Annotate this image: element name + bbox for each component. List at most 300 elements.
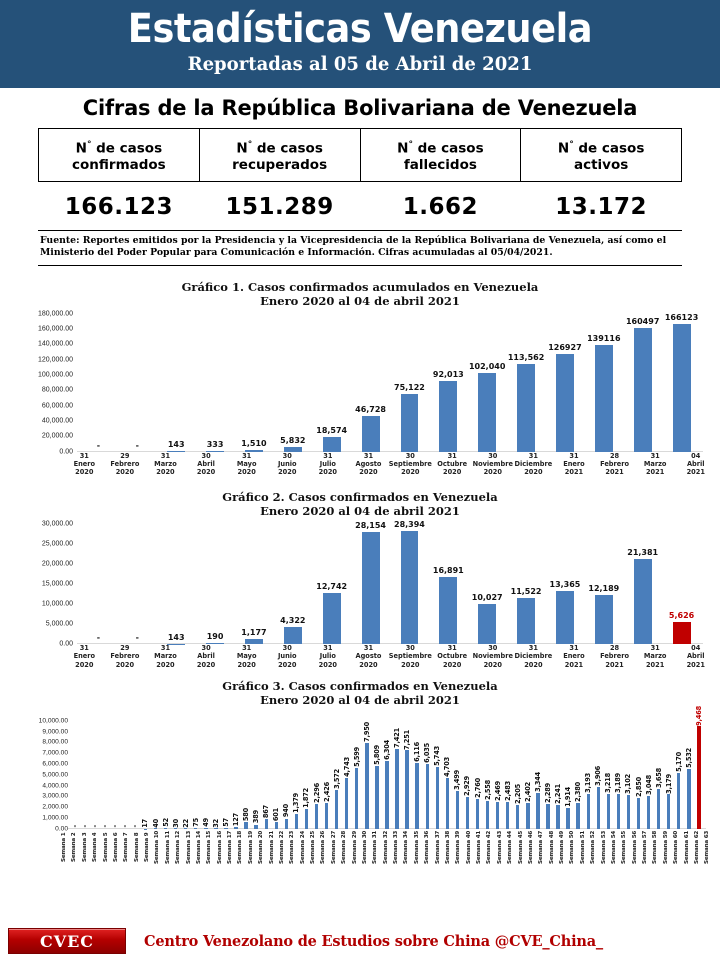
x-axis-label: 30 Noviembre 2020 xyxy=(472,644,513,669)
bar-column[interactable] xyxy=(351,314,390,452)
bar-column[interactable] xyxy=(593,721,603,829)
x-label-wrapper xyxy=(185,829,195,865)
bar-value-label: - xyxy=(121,825,130,828)
x-label-wrapper xyxy=(309,829,319,865)
bar-column[interactable] xyxy=(130,721,140,829)
bar-column[interactable] xyxy=(273,314,312,452)
bar[interactable] xyxy=(395,749,398,829)
bar-column[interactable] xyxy=(231,721,241,829)
x-axis-label: 30 Abril 2020 xyxy=(196,644,216,669)
bar[interactable] xyxy=(439,381,457,452)
bar[interactable] xyxy=(315,804,318,829)
bar-value-label: 1,872 xyxy=(302,787,311,808)
bar-column[interactable] xyxy=(235,524,274,644)
y-axis-tick: 40,000.00 xyxy=(41,417,73,425)
header-label-rest: de casos xyxy=(412,140,484,157)
bar-column[interactable] xyxy=(157,524,196,644)
bar[interactable] xyxy=(526,803,529,829)
bar-column[interactable] xyxy=(261,721,271,829)
x-label-wrapper xyxy=(205,829,215,865)
bar-column[interactable] xyxy=(507,314,546,452)
bar-column[interactable] xyxy=(483,721,493,829)
bar-value-label: 75,122 xyxy=(394,382,425,392)
x-axis-label: Semana 16 xyxy=(216,830,223,864)
bar[interactable] xyxy=(284,627,302,644)
bar-column[interactable] xyxy=(322,721,332,829)
y-axis-tick: 100,000.00 xyxy=(37,371,73,379)
bar-column[interactable] xyxy=(235,314,274,452)
bar[interactable] xyxy=(667,794,670,828)
x-axis-label: 31 Marzo 2020 xyxy=(154,451,177,476)
bar[interactable] xyxy=(536,793,539,829)
bar-column[interactable] xyxy=(623,721,633,829)
bar[interactable] xyxy=(265,819,268,828)
bar-column[interactable] xyxy=(634,721,644,829)
bar[interactable] xyxy=(323,593,341,644)
degree-icon: ° xyxy=(247,140,253,150)
bar[interactable] xyxy=(486,801,489,829)
table-value-row xyxy=(39,181,682,230)
x-axis-label: Semana 59 xyxy=(662,830,669,864)
bar-column[interactable] xyxy=(644,721,654,829)
bar-column[interactable] xyxy=(120,721,130,829)
page-title: Estadísticas Venezuela xyxy=(127,6,593,52)
bar-column[interactable] xyxy=(382,721,392,829)
bar[interactable] xyxy=(439,577,457,645)
bar-column[interactable] xyxy=(352,721,362,829)
x-label-wrapper xyxy=(81,829,91,865)
bar-column[interactable] xyxy=(468,524,507,644)
x-label-wrapper xyxy=(693,829,703,865)
x-axis-label: 31 Mayo 2020 xyxy=(236,451,257,476)
bar-value-label: 160497 xyxy=(625,317,660,327)
bar-column[interactable] xyxy=(654,721,664,829)
x-label-wrapper xyxy=(153,829,163,865)
bar[interactable] xyxy=(496,802,499,829)
bar-column[interactable] xyxy=(181,721,191,829)
bar[interactable] xyxy=(362,416,380,452)
bar-column[interactable] xyxy=(432,721,442,829)
bar-column[interactable] xyxy=(390,519,429,644)
bar-column[interactable] xyxy=(362,721,372,829)
x-label-wrapper xyxy=(600,829,610,865)
bar-column[interactable] xyxy=(196,314,235,452)
bar-column[interactable] xyxy=(662,524,701,644)
bar-column[interactable] xyxy=(623,314,662,452)
bar[interactable] xyxy=(365,743,368,829)
bar-column[interactable] xyxy=(429,314,468,452)
bar-column[interactable] xyxy=(140,721,150,829)
x-axis-label: Semana 18 xyxy=(237,830,244,864)
bar[interactable] xyxy=(607,794,610,829)
bar-column[interactable] xyxy=(603,721,613,829)
x-axis-label: 30 Septiembre 2020 xyxy=(388,451,432,476)
bar-column[interactable] xyxy=(412,721,422,829)
x-label-wrapper xyxy=(288,829,298,865)
bar[interactable] xyxy=(415,763,418,829)
bar-value-label: 166123 xyxy=(664,313,699,323)
bar-column[interactable] xyxy=(584,524,623,644)
y-axis-tick: 0.00 xyxy=(59,640,73,648)
bar-column[interactable] xyxy=(372,721,382,829)
value-recuperados: 151.289 xyxy=(225,193,334,220)
y-axis-tick: 2,000.00 xyxy=(42,803,68,811)
bar-column[interactable] xyxy=(390,314,429,452)
x-label-wrapper xyxy=(558,829,568,865)
bar-column[interactable] xyxy=(312,721,322,829)
header-label-rest: de casos xyxy=(91,140,163,157)
x-axis-label: Semana 10 xyxy=(154,830,161,864)
x-axis-label: 31 Julio 2020 xyxy=(318,451,338,476)
bar-value-label: 6,035 xyxy=(423,742,432,763)
x-axis-label: Semana 8 xyxy=(133,832,140,862)
bar-column[interactable] xyxy=(157,314,196,452)
bar-value-label: 3,179 xyxy=(664,773,673,794)
bar-value-label: 40 xyxy=(151,818,160,828)
value-activos: 13.172 xyxy=(555,193,647,220)
bar-value-label: 3,906 xyxy=(594,765,603,786)
bar-column[interactable] xyxy=(191,721,201,829)
bar-column[interactable] xyxy=(110,721,120,829)
header-label-n: N xyxy=(397,140,409,157)
bar-value-label: 28,154 xyxy=(355,520,386,530)
table-header-confirmados xyxy=(39,129,200,182)
y-axis-tick: 0.00 xyxy=(55,825,68,833)
table-header-activos xyxy=(521,129,682,182)
bar-value-label: 2,241 xyxy=(554,783,563,804)
chart1-x-axis-labels xyxy=(64,452,716,477)
chart-grafico1 xyxy=(0,280,720,477)
x-label-wrapper xyxy=(174,829,184,865)
bar-value-label: 49 xyxy=(201,818,210,828)
y-axis-tick: 140,000.00 xyxy=(37,340,73,348)
bar-column[interactable] xyxy=(241,721,251,829)
bar-value-label: 2,402 xyxy=(523,781,532,802)
chart1-y-axis xyxy=(15,310,77,455)
bar-column[interactable] xyxy=(196,524,235,644)
x-axis-label: Semana 54 xyxy=(610,830,617,864)
bar[interactable] xyxy=(375,766,378,829)
bar[interactable] xyxy=(305,809,308,829)
x-label-wrapper xyxy=(257,829,267,865)
bar-column[interactable] xyxy=(684,721,694,829)
x-axis-label: Semana 39 xyxy=(455,830,462,864)
bar-value-label: 57 xyxy=(221,818,230,828)
x-axis-label: Semana 26 xyxy=(320,830,327,864)
x-axis-label: Semana 30 xyxy=(361,830,368,864)
bar-value-label: 2,469 xyxy=(493,781,502,802)
x-axis-label: Semana 6 xyxy=(112,832,119,862)
bar-column[interactable] xyxy=(513,721,523,829)
bar-value-label: 1,510 xyxy=(241,439,267,449)
cvec-logo-badge[interactable]: CVEC xyxy=(8,928,126,954)
x-axis-label: Semana 61 xyxy=(683,830,690,864)
x-axis-label: Semana 24 xyxy=(299,830,306,864)
bar-column[interactable] xyxy=(70,721,80,829)
bar-column[interactable] xyxy=(118,314,157,452)
degree-icon: ° xyxy=(86,140,92,150)
bar[interactable] xyxy=(647,796,650,829)
bar-column[interactable] xyxy=(342,721,352,829)
bar-column[interactable] xyxy=(493,721,503,829)
bar[interactable] xyxy=(637,798,640,829)
header-label-n: N xyxy=(557,140,570,157)
x-axis-label: 30 Junio 2020 xyxy=(277,451,297,476)
bar-value-label: 32 xyxy=(211,818,220,828)
y-axis-tick: 180,000.00 xyxy=(37,310,73,317)
bar[interactable] xyxy=(627,795,630,829)
bar[interactable] xyxy=(426,764,429,829)
x-axis-label: 31 Enero 2020 xyxy=(73,451,96,476)
bar-column[interactable] xyxy=(301,721,311,829)
bar[interactable] xyxy=(345,778,348,829)
bar-column[interactable] xyxy=(553,721,563,829)
bar-column[interactable] xyxy=(442,721,452,829)
y-axis-tick: 160,000.00 xyxy=(37,325,73,333)
bar-column[interactable] xyxy=(662,314,701,452)
x-label-wrapper xyxy=(247,829,257,865)
x-axis-label: 31 Diciembre 2020 xyxy=(514,644,553,669)
bar[interactable] xyxy=(556,591,574,644)
bar[interactable] xyxy=(385,761,388,829)
y-axis-tick: 5,000.00 xyxy=(45,620,73,628)
x-axis-label: Semana 40 xyxy=(465,830,472,864)
bar[interactable] xyxy=(355,768,358,828)
x-label-wrapper xyxy=(527,829,537,865)
bar[interactable] xyxy=(634,559,652,645)
x-axis-label: Semana 38 xyxy=(444,830,451,864)
bar-column[interactable] xyxy=(273,524,312,644)
bar-column[interactable] xyxy=(674,721,684,829)
bar-column[interactable] xyxy=(271,721,281,829)
x-axis-label: Semana 19 xyxy=(247,830,254,864)
bar[interactable] xyxy=(362,532,380,645)
bar-column[interactable] xyxy=(351,520,390,644)
footer-organization-text: Centro Venezolano de Estudios sobre China @CVE_China_ xyxy=(144,932,603,950)
bar[interactable] xyxy=(325,803,328,829)
bar-column[interactable] xyxy=(546,524,585,644)
y-axis-tick: 9,000.00 xyxy=(42,728,68,736)
x-label-wrapper xyxy=(340,829,350,865)
chart3-bars xyxy=(70,705,704,829)
x-axis-label: Semana 42 xyxy=(486,830,493,864)
chart2-subtitle: Enero 2020 al 04 de abril 2021 xyxy=(260,504,460,519)
bar[interactable] xyxy=(401,531,419,645)
x-axis-label: Semana 43 xyxy=(496,830,503,864)
bar[interactable] xyxy=(673,324,691,451)
x-label-wrapper xyxy=(278,829,288,865)
bar-value-label: 5,532 xyxy=(684,748,693,768)
y-axis-tick: 6,000.00 xyxy=(42,760,68,768)
x-axis-label: 31 Octubre 2020 xyxy=(437,451,468,476)
bar-column[interactable] xyxy=(312,314,351,452)
bar[interactable] xyxy=(295,814,298,829)
bar[interactable] xyxy=(335,790,338,829)
x-label-wrapper xyxy=(662,829,672,865)
bar-column[interactable] xyxy=(221,721,231,829)
bar-value-label: 2,483 xyxy=(503,781,512,801)
bar-column[interactable] xyxy=(429,524,468,644)
x-axis-label: 31 Mayo 2020 xyxy=(236,644,257,669)
bar-column[interactable] xyxy=(332,721,342,829)
bar-column[interactable] xyxy=(90,721,100,829)
bar-column[interactable] xyxy=(543,721,553,829)
x-label-wrapper xyxy=(548,829,558,865)
bar-column[interactable] xyxy=(79,314,118,452)
value-fallecidos: 1.662 xyxy=(402,193,478,220)
bar[interactable] xyxy=(597,787,600,829)
x-axis-label: Semana 55 xyxy=(621,830,628,864)
bar-column[interactable] xyxy=(100,721,110,829)
bar-column[interactable] xyxy=(533,721,543,829)
bar[interactable] xyxy=(634,328,652,451)
bar[interactable] xyxy=(478,604,496,644)
bar-value-label: - xyxy=(81,825,90,828)
bar-column[interactable] xyxy=(523,721,533,829)
bar-value-label: 333 xyxy=(206,440,224,450)
bar-column[interactable] xyxy=(171,721,181,829)
x-axis-label: Semana 44 xyxy=(507,830,514,864)
bar[interactable] xyxy=(556,805,559,829)
x-label-wrapper xyxy=(579,829,589,865)
bar-column[interactable] xyxy=(291,721,301,829)
bar-column[interactable] xyxy=(584,314,623,452)
bar-value-label: 3,193 xyxy=(584,773,593,794)
bar[interactable] xyxy=(323,437,341,451)
bar[interactable] xyxy=(476,799,479,829)
bar-column[interactable] xyxy=(583,721,593,829)
bar[interactable] xyxy=(556,354,574,451)
bar[interactable] xyxy=(436,767,439,829)
bar[interactable] xyxy=(595,595,613,644)
bar-column[interactable] xyxy=(118,524,157,644)
bar-value-label: 3,499 xyxy=(453,770,462,790)
x-axis-label: Semana 15 xyxy=(206,830,213,864)
bar[interactable] xyxy=(677,773,680,829)
x-axis-label: Semana 32 xyxy=(382,830,389,864)
bar-value-label: 580 xyxy=(242,808,251,822)
bar[interactable] xyxy=(517,364,535,451)
bar-value-label: 12,742 xyxy=(316,582,348,592)
bar[interactable] xyxy=(517,598,535,644)
x-label-wrapper xyxy=(537,829,547,865)
bar-highlighted[interactable] xyxy=(673,622,691,645)
bar[interactable] xyxy=(446,778,449,829)
bar-column[interactable] xyxy=(503,721,513,829)
x-axis-label: 31 Agosto 2020 xyxy=(355,451,382,476)
x-label-wrapper xyxy=(651,829,661,865)
bar-value-label: 9,468 xyxy=(694,705,703,726)
bar[interactable] xyxy=(595,345,613,452)
bar-column[interactable] xyxy=(80,721,90,829)
x-label-wrapper xyxy=(465,829,475,865)
bar-value-label: 17 xyxy=(141,818,150,828)
x-axis-label: 30 Septiembre 2020 xyxy=(388,644,432,669)
bar-value-label: 113,562 xyxy=(507,353,545,363)
bar-highlighted[interactable] xyxy=(697,726,700,828)
x-axis-label: Semana 2 xyxy=(71,832,78,862)
bar-column[interactable] xyxy=(546,314,585,452)
bar-column[interactable] xyxy=(392,721,402,829)
x-axis-label: Semana 25 xyxy=(310,830,316,864)
chart-grafico2 xyxy=(0,490,720,669)
bar[interactable] xyxy=(466,797,469,829)
x-axis-label: Semana 12 xyxy=(175,830,182,864)
bar[interactable] xyxy=(506,802,509,829)
bar-column[interactable] xyxy=(573,721,583,829)
y-axis-tick: 3,000.00 xyxy=(42,792,68,800)
bar-column[interactable] xyxy=(563,721,573,829)
bar[interactable] xyxy=(617,794,620,828)
bar-column[interactable] xyxy=(312,524,351,644)
y-axis-tick: 8,000.00 xyxy=(42,738,68,746)
bar-column[interactable] xyxy=(613,721,623,829)
bar-column[interactable] xyxy=(452,721,462,829)
bar[interactable] xyxy=(566,808,569,829)
bar-column[interactable] xyxy=(694,705,704,829)
x-label-wrapper xyxy=(641,829,651,865)
bar-value-label: - xyxy=(131,825,140,828)
bar-column[interactable] xyxy=(473,721,483,829)
chart1-bars xyxy=(79,314,701,452)
bar-column[interactable] xyxy=(462,721,472,829)
bar-column[interactable] xyxy=(161,721,171,829)
x-axis-label: Semana 35 xyxy=(413,830,420,864)
bar-column[interactable] xyxy=(201,721,211,829)
x-axis-label: Semana 41 xyxy=(476,830,482,864)
bar-column[interactable] xyxy=(211,721,221,829)
bar-column[interactable] xyxy=(281,721,291,829)
x-label-wrapper xyxy=(268,829,278,865)
bar[interactable] xyxy=(687,769,690,829)
bar-value-label: 389 xyxy=(252,810,261,824)
y-axis-tick: 10,000.00 xyxy=(41,600,73,608)
bar-column[interactable] xyxy=(507,524,546,644)
x-axis-label: 31 Diciembre 2020 xyxy=(514,451,553,476)
bar-value-label: 11,522 xyxy=(510,587,542,597)
bar-column[interactable] xyxy=(664,721,674,829)
header-label-line2: fallecidos xyxy=(403,156,477,173)
bar[interactable] xyxy=(587,794,590,828)
x-axis-label: 31 Marzo 2021 xyxy=(643,644,667,669)
bar[interactable] xyxy=(546,804,549,829)
bar-column[interactable] xyxy=(79,524,118,644)
bar-column[interactable] xyxy=(151,721,161,829)
bar[interactable] xyxy=(405,750,408,828)
bar-column[interactable] xyxy=(623,524,662,644)
chart2-x-axis-labels xyxy=(64,644,716,669)
bar-value-label: 7,950 xyxy=(362,722,371,742)
header-label-line2: activos xyxy=(573,156,629,173)
bar-value-label: 4,322 xyxy=(280,615,306,625)
bar-column[interactable] xyxy=(468,314,507,452)
x-axis-label: Semana 33 xyxy=(393,830,399,864)
bar-column[interactable] xyxy=(402,721,412,829)
bar[interactable] xyxy=(285,819,288,829)
x-axis-label: Semana 27 xyxy=(330,830,337,864)
bar[interactable] xyxy=(401,394,419,452)
bar[interactable] xyxy=(576,803,579,829)
bar[interactable] xyxy=(516,805,519,829)
bar[interactable] xyxy=(456,791,459,829)
bar-column[interactable] xyxy=(251,721,261,829)
bar-column[interactable] xyxy=(422,721,432,829)
bar[interactable] xyxy=(657,789,660,829)
x-axis-label: 30 Junio 2020 xyxy=(277,644,297,669)
x-axis-label: 30 Abril 2020 xyxy=(196,451,216,476)
bar[interactable] xyxy=(478,373,496,451)
x-axis-label: Semana 45 xyxy=(517,830,524,864)
